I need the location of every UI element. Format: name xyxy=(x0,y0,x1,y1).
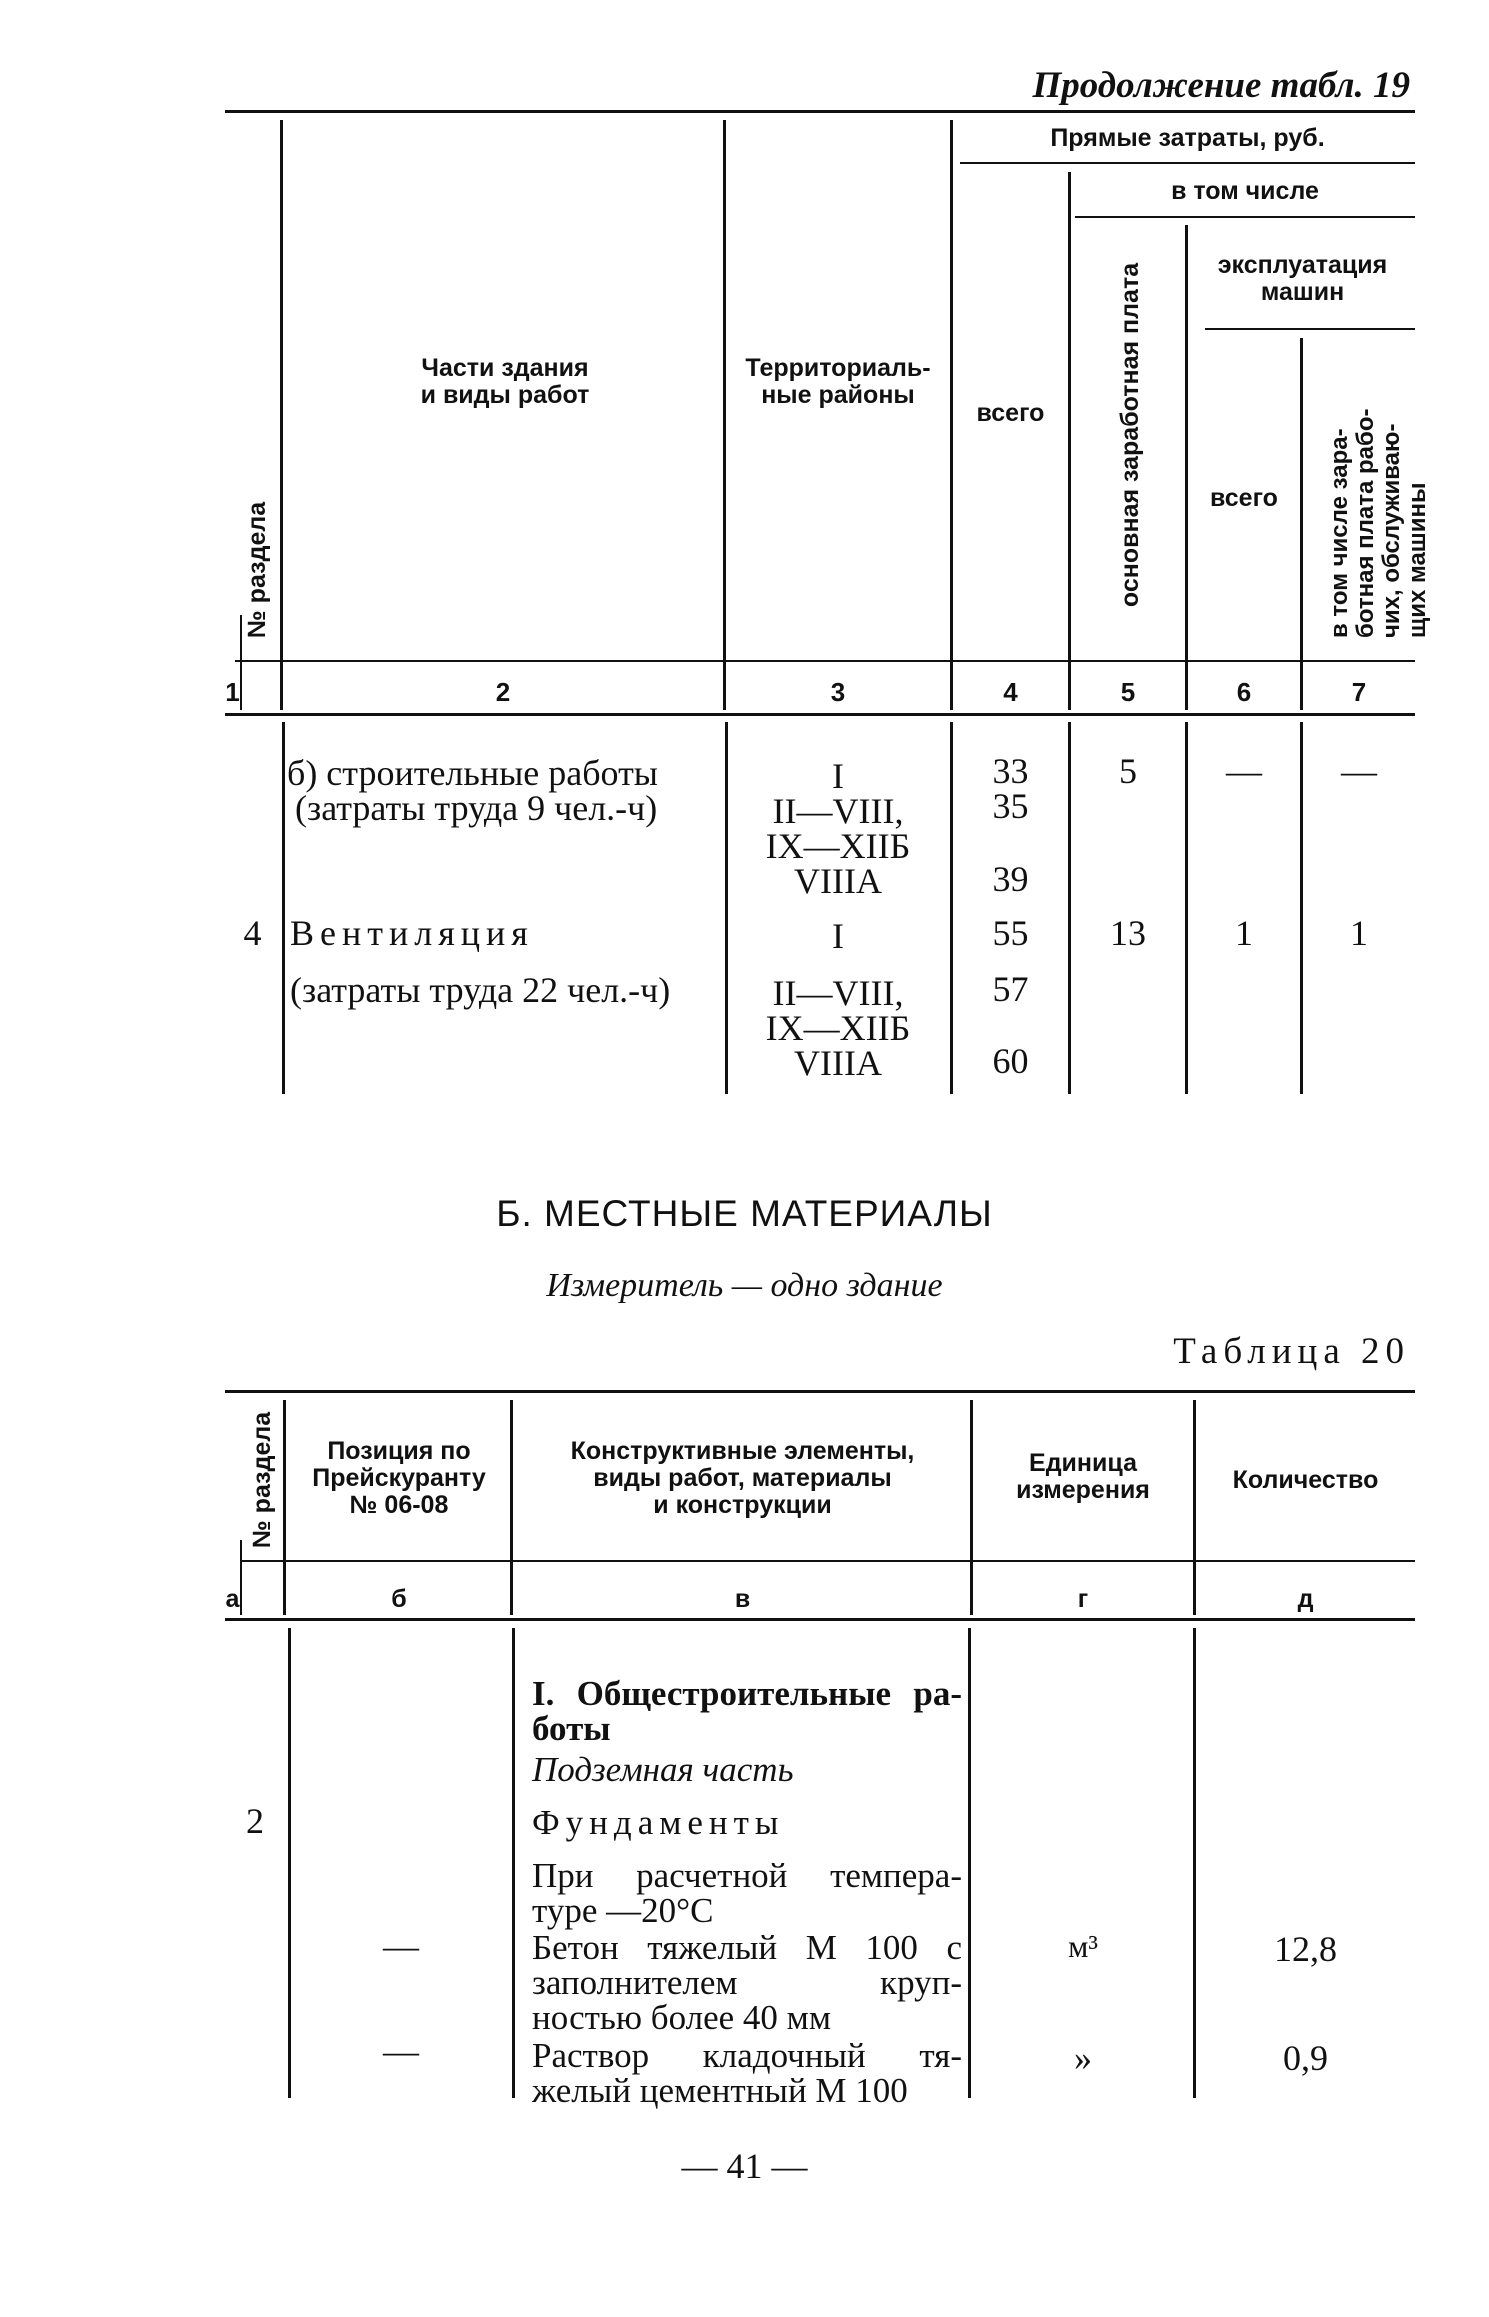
header-regions: Территориаль- ные районы xyxy=(745,354,931,409)
row-quantity: 0,9 xyxy=(1283,2038,1328,2078)
row-part-line2: (затраты труда 9 чел.-ч) xyxy=(295,788,658,828)
row-total: 57 xyxy=(992,969,1029,1009)
row-unit: м³ xyxy=(1068,1928,1098,1964)
row-unit: » xyxy=(1074,2038,1092,2078)
row-machine-wage: — xyxy=(1341,751,1377,791)
row-region: VIIIA xyxy=(794,1043,882,1083)
row-total: 60 xyxy=(992,1041,1029,1081)
col-divider xyxy=(240,1540,242,1615)
column-number: 4 xyxy=(1003,677,1018,707)
rule xyxy=(960,162,1415,164)
table-19-top-rule xyxy=(225,110,1415,113)
col-divider xyxy=(723,120,726,710)
column-letter: в xyxy=(734,1585,751,1613)
column-letter: а xyxy=(225,1585,240,1613)
header-position: Позиция по Прейскуранту № 06-08 xyxy=(312,1437,486,1519)
row-region: IX—XIIБ xyxy=(765,826,911,866)
row-region: I xyxy=(832,916,844,956)
row-base-wage: 13 xyxy=(1110,913,1146,953)
row-machine-total: 1 xyxy=(1235,913,1253,953)
column-letter: д xyxy=(1297,1585,1314,1613)
header-bottom-rule xyxy=(235,660,1415,662)
page-number: — 41 — xyxy=(681,2146,808,2186)
row-position: — xyxy=(383,1926,419,1966)
header-elements: Конструктивные элементы, виды работ, материалы и конструкции xyxy=(570,1437,915,1519)
row-machine-wage: 1 xyxy=(1350,913,1368,953)
row-total: 35 xyxy=(992,786,1029,826)
row-section-number: 2 xyxy=(246,1801,264,1841)
section-title: Б. МЕСТНЫЕ МАТЕРИАЛЫ xyxy=(496,1193,993,1234)
column-letter: б xyxy=(391,1585,407,1613)
row-region: II—VIII, xyxy=(772,791,904,831)
row-total: 33 xyxy=(992,751,1029,791)
col-divider xyxy=(510,1400,513,1615)
group-heading-line2: боты xyxy=(532,1709,611,1748)
row-region: II—VIII, xyxy=(772,973,904,1013)
row-element-line2: желый цементный М 100 xyxy=(532,2071,908,2110)
header-section-number: № раздела xyxy=(243,501,271,639)
col-divider xyxy=(1300,338,1303,710)
continuation-caption: Продолжение табл. 19 xyxy=(1032,65,1410,106)
rule xyxy=(1205,328,1415,330)
col-divider xyxy=(968,1628,971,2098)
header-direct-costs: Прямые затраты, руб. xyxy=(1050,124,1325,152)
col-divider xyxy=(1193,1400,1196,1615)
col-divider xyxy=(280,120,283,710)
table-20-caption: Таблица 20 xyxy=(1173,1331,1410,1372)
row-base-wage: 5 xyxy=(1119,751,1137,791)
column-numbers-rule xyxy=(225,713,1415,716)
row-total: 55 xyxy=(992,913,1029,953)
table-20-top-rule xyxy=(225,1390,1415,1393)
col-divider xyxy=(282,722,285,1094)
col-divider xyxy=(1068,172,1071,710)
row-element-line1: Раствор кладочный тя- xyxy=(532,2036,962,2075)
rule xyxy=(1075,216,1415,218)
column-letters-rule xyxy=(225,1618,1415,1621)
col-divider xyxy=(288,1628,291,2098)
element-heading: Фундаменты xyxy=(532,1803,785,1842)
row-total: 39 xyxy=(992,859,1029,899)
column-number: 1 xyxy=(225,677,240,707)
header-bottom-rule xyxy=(240,1560,1415,1562)
col-divider xyxy=(283,1400,286,1615)
column-number: 6 xyxy=(1236,677,1252,707)
header-machine-wage: в том числе зара- ботная плата рабо- чих, обслуживаю- щих машины xyxy=(1326,408,1431,638)
subgroup-heading: Подземная часть xyxy=(532,1750,794,1789)
group-heading-line1: I. Общестроительные ра- xyxy=(532,1674,962,1713)
header-quantity: Количество xyxy=(1232,1466,1379,1494)
row-part-line1: б) строительные работы xyxy=(287,753,658,793)
row-position: — xyxy=(383,2031,419,2071)
column-number: 2 xyxy=(495,677,511,707)
header-section-number: № раздела xyxy=(248,1411,276,1549)
column-number: 5 xyxy=(1120,677,1136,707)
row-element-line3: ностью более 40 мм xyxy=(532,1998,831,2037)
column-number: 3 xyxy=(830,677,846,707)
row-section-number: 4 xyxy=(243,913,262,953)
row-element-line1: Бетон тяжелый М 100 с xyxy=(532,1928,962,1967)
row-element-line2: заполнителем круп- xyxy=(532,1963,962,2002)
row-part-line2: (затраты труда 22 чел.-ч) xyxy=(290,970,671,1010)
header-parts: Части здания и виды работ xyxy=(420,354,590,409)
header-machine-total: всего xyxy=(1210,484,1278,512)
row-region: VIIIA xyxy=(794,861,882,901)
col-divider xyxy=(1193,1628,1196,2098)
row-region: IX—XIIБ xyxy=(765,1008,911,1048)
header-including: в том числе xyxy=(1171,177,1319,205)
row-region: I xyxy=(832,756,844,796)
row-quantity: 12,8 xyxy=(1274,1929,1337,1969)
col-divider xyxy=(512,1628,515,2098)
header-machine-operation: эксплуатация машин xyxy=(1217,251,1388,306)
row-part-line1: Вентиляция xyxy=(290,913,534,953)
header-total: всего xyxy=(976,399,1045,427)
note-line1: При расчетной темпера- xyxy=(532,1856,962,1895)
col-divider xyxy=(970,1400,973,1615)
column-number: 7 xyxy=(1351,677,1367,707)
row-machine-total: — xyxy=(1226,751,1262,791)
note-line2: туре —20°С xyxy=(532,1891,714,1930)
col-divider xyxy=(1185,225,1188,710)
header-unit: Единица измерения xyxy=(1016,1449,1150,1504)
measure-subtitle: Измеритель — одно здание xyxy=(546,1267,943,1304)
column-letter: г xyxy=(1077,1585,1089,1613)
header-base-wage: основная заработная плата xyxy=(1116,262,1144,608)
